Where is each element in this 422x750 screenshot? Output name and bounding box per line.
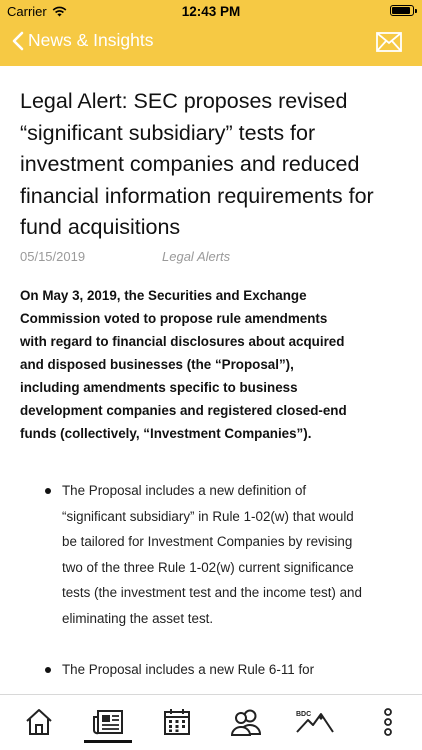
tab-home[interactable] bbox=[19, 707, 59, 737]
tab-people[interactable] bbox=[226, 707, 266, 737]
bullet-text: The Proposal includes a new definition of “significant subsidiary” in Rule 1-02(w) that would be tailored for Investment Companies by revising two of the three Rule 1-02(w) current significance tests (the investment test and the income test) and eliminating the asset test. bbox=[62, 483, 362, 626]
header bbox=[0, 0, 422, 66]
back-label: News & Insights bbox=[28, 30, 154, 50]
bullet-dot-icon bbox=[45, 488, 51, 494]
bdc-mountain-icon bbox=[295, 708, 335, 736]
more-vertical-icon bbox=[383, 708, 393, 736]
chevron-left-icon bbox=[12, 31, 24, 51]
tab-calendar[interactable] bbox=[157, 707, 197, 737]
people-icon bbox=[230, 708, 262, 736]
bullet-list bbox=[0, 478, 422, 694]
bullet-item bbox=[0, 478, 372, 631]
mail-button[interactable] bbox=[376, 32, 402, 57]
home-icon bbox=[24, 708, 54, 736]
tab-bar bbox=[0, 694, 422, 750]
mail-icon bbox=[376, 32, 402, 52]
battery-icon bbox=[390, 5, 414, 16]
bdc-label: BDC bbox=[296, 711, 312, 718]
tab-bdc[interactable] bbox=[295, 707, 335, 737]
article-meta bbox=[20, 249, 410, 269]
article-lead: On May 3, 2019, the Securities and Exchange Commission voted to propose rule amendments with regard to financial disclosures about acquired and disposed businesses (the “Proposal”), including amendments specific to business development companies and registered closed-end funds (collectively, “Investment Companies”). bbox=[20, 288, 347, 441]
tab-more[interactable] bbox=[368, 707, 408, 737]
article-date: 05/15/2019 bbox=[20, 249, 86, 264]
article-title: Legal Alert: SEC proposes revised “significant subsidiary” tests for investment companies and reduced financial information requirements for fund acquisitions bbox=[20, 89, 374, 239]
carrier-label: Carrier bbox=[7, 4, 47, 19]
bullet-text: The Proposal includes a new Rule 6-11 for bbox=[62, 662, 315, 677]
back-button[interactable] bbox=[12, 30, 153, 51]
nav-bar bbox=[0, 28, 422, 62]
bullet-item bbox=[0, 657, 372, 683]
status-time: 12:43 PM bbox=[181, 4, 241, 19]
calendar-icon bbox=[163, 708, 191, 736]
article-content[interactable] bbox=[0, 66, 422, 694]
bullet-dot-icon bbox=[45, 667, 51, 673]
status-bar bbox=[0, 0, 422, 22]
tab-news[interactable] bbox=[88, 707, 128, 737]
news-icon bbox=[92, 709, 124, 735]
article-category[interactable]: Legal Alerts bbox=[162, 249, 231, 264]
